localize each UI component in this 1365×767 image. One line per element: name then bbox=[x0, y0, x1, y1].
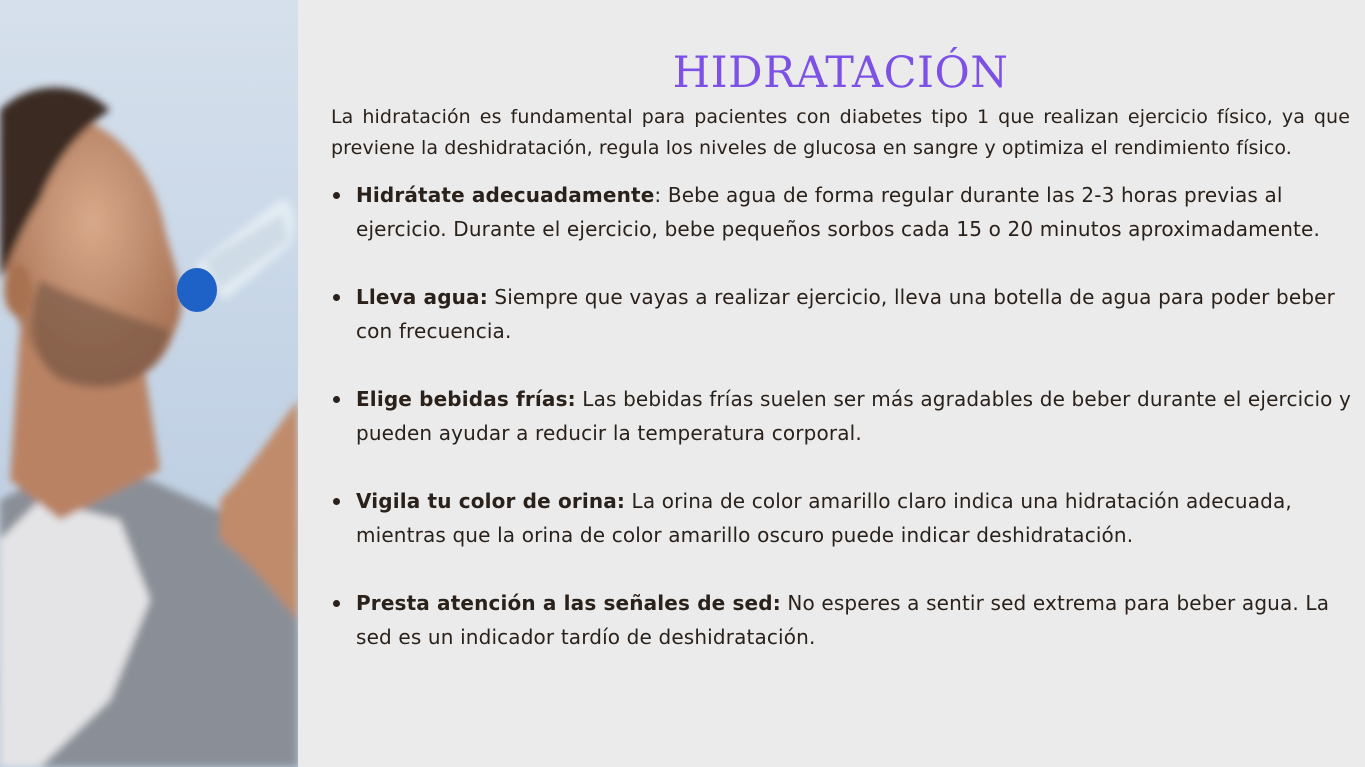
tip-heading: Presta atención a las señales de sed: bbox=[356, 591, 781, 615]
page-title: HIDRATACIÓN bbox=[672, 48, 1009, 98]
tip-text: Siempre que vayas a realizar ejercicio, lleva una botella de agua para poder beber con frecuencia. bbox=[356, 285, 1336, 343]
tips-list bbox=[331, 178, 1350, 654]
tip-text: Las bebidas frías suelen ser más agradables de beber durante el ejercicio y pueden ayudar a reducir la temperatura corporal. bbox=[356, 387, 1352, 445]
tip-heading: Elige bebidas frías: bbox=[356, 387, 576, 411]
tip-color-orina bbox=[331, 484, 1352, 552]
tip-heading: Lleva agua: bbox=[356, 285, 488, 309]
tip-heading: Hidrátate adecuadamente bbox=[356, 183, 655, 207]
tip-senales-sed bbox=[331, 586, 1352, 654]
photo-illustration bbox=[0, 0, 298, 767]
tip-text: : Bebe agua de forma regular durante las 2-3 horas previas al ejercicio. Durante el ejercicio, bebe pequeños sorbos cada 15 o 20 minutos aproximadamente. bbox=[356, 183, 1320, 241]
man-drinking-water-photo bbox=[0, 0, 298, 767]
tip-text: La orina de color amarillo claro indica una hidratación adecuada, mientras que la orina de color amarillo oscuro puede indicar deshidratación. bbox=[356, 489, 1292, 547]
intro-paragraph: La hidratación es fundamental para pacientes con diabetes tipo 1 que realizan ejercicio físico, ya que previene la deshidratación, regula los niveles de glucosa en sangre y optimiza el rendimiento físico. bbox=[331, 106, 1350, 159]
tip-text: No esperes a sentir sed extrema para beber agua. La sed es un indicador tardío de deshidratación. bbox=[356, 591, 1330, 649]
tip-hidratate bbox=[331, 178, 1352, 246]
tip-bebidas-frias bbox=[331, 382, 1352, 450]
bottle-cap-shape bbox=[177, 268, 217, 312]
content-panel bbox=[331, 44, 1350, 654]
tip-heading: Vigila tu color de orina: bbox=[356, 489, 626, 513]
tip-lleva-agua bbox=[331, 280, 1352, 348]
